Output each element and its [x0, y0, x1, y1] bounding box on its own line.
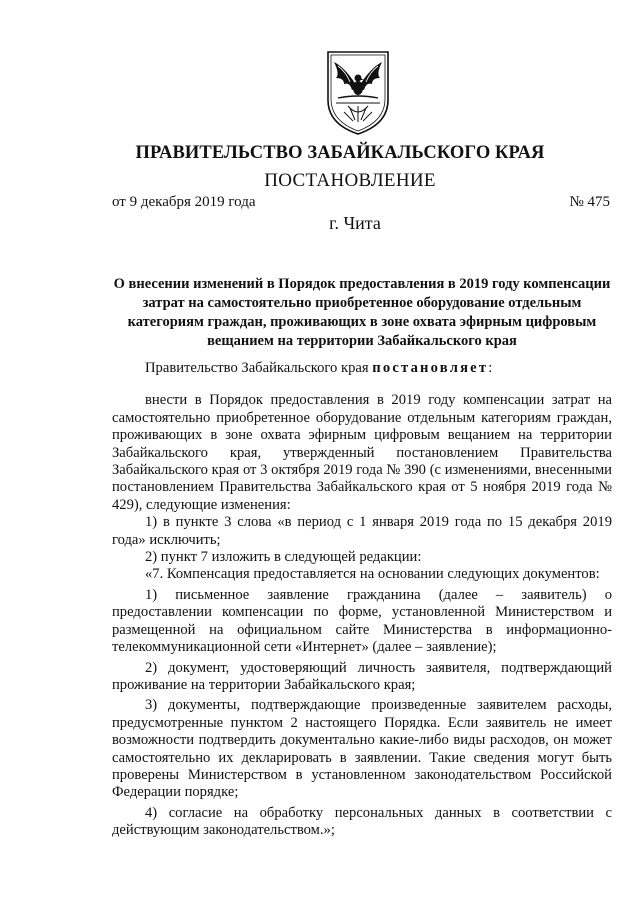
body-paragraph: «7. Компенсация предоставляется на основании следующих документов: [145, 566, 600, 583]
coat-of-arms-emblem-icon [322, 48, 394, 138]
body-paragraph: 2) документ, удостоверяющий личность заявителя, подтверждающий проживание на территории Забайкальского края; [112, 659, 612, 693]
body-paragraph: 1) письменное заявление гражданина (далее – заявитель) о предоставлении компенсации по форме, установленной Министерством и размещенной на официальном сайте Министерства в информационно-телекоммуникационной сети «Интернет» (далее – заявление); [112, 586, 612, 656]
document-title: О внесении изменений в Порядок предоставления в 2019 году компенсации затрат на самостоятельно приобретенное оборудование отдельным категориям граждан, проживающих в зоне охвата эфирным цифровым вещанием на территории Забайкальского края [113, 276, 611, 349]
government-name: ПРАВИТЕЛЬСТВО ЗАБАЙКАЛЬСКОГО КРАЯ [135, 143, 545, 163]
body-paragraph: внести в Порядок предоставления в 2019 году компенсации затрат на самостоятельно приобретенное оборудование отдельным категориям граждан, проживающих в зоне охвата эфирным цифровым вещанием на территории Забайкальского края, утвержденный постановлением Правительства Забайкальского края от 3 октября 2019 года № 390 (с изменениями, внесенными постановлением Правительства Забайкальского края от 5 ноября 2019 года № 429), следующие изменения: [112, 392, 612, 513]
decree-date: от 9 декабря 2019 года [112, 194, 256, 210]
document-type: ПОСТАНОВЛЕНИЕ [264, 170, 436, 191]
document-body [112, 360, 612, 840]
decree-number: № 475 [569, 194, 610, 210]
intro-keyword: постановляет [372, 360, 489, 376]
body-paragraph: 2) пункт 7 изложить в следующей редакции: [145, 549, 422, 566]
body-paragraph: 4) согласие на обработку персональных данных в соответствии с действующим законодательством.»; [112, 804, 612, 839]
body-paragraph: 1) в пункте 3 слова «в период с 1 января 2019 года по 15 декабря 2019 года» исключить; [112, 514, 612, 548]
body-paragraph: 3) документы, подтверждающие произведенные заявителем расходы, предусмотренные пунктом 2 настоящего Порядка. Если заявитель не имеет возможности подтвердить документально какие-либо виды расходов, он может самостоятельно их декларировать в заявлении. Такие сведения могут быть проверены Министерством в установленном законодательством Российской Федерации порядке; [112, 697, 612, 801]
intro-prefix: Правительство Забайкальского края [145, 360, 373, 376]
intro-suffix: : [488, 360, 493, 376]
city: г. Чита [329, 213, 381, 233]
intro-paragraph [112, 360, 612, 377]
